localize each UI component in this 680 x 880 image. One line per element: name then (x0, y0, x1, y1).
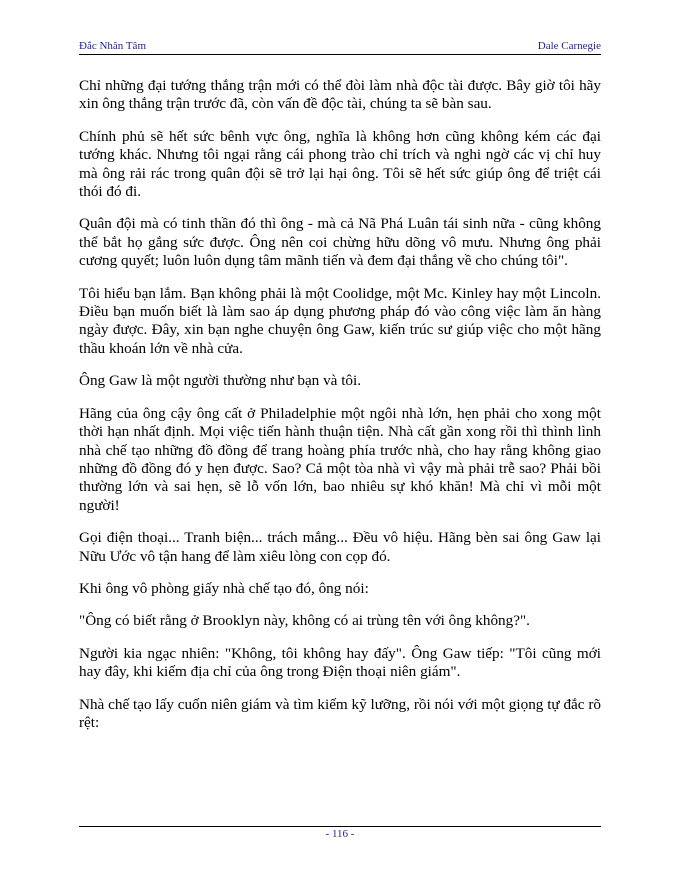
book-title: Đắc Nhân Tâm (79, 40, 146, 52)
paragraph: Chính phủ sẽ hết sức bênh vực ông, nghĩa là không hơn cũng không kém các đại tướng khác. Nhưng tôi ngại rằng cái phong trào chỉ trích và nghi ngờ các vị chỉ huy mà ông rải rác trong quân đội sẽ trở lại hại ông. Tôi sẽ hết sức giúp ông để triệt cái thói đó đi. (79, 127, 601, 201)
paragraph: Gọi điện thoại... Tranh biện... trách mắng... Đều vô hiệu. Hãng bèn sai ông Gaw lại Nữu Ước vô tận hang để làm xiêu lòng con cọp đó. (79, 529, 601, 565)
paragraph: "Ông có biết rằng ở Brooklyn này, không có ai trùng tên với ông không?". (79, 612, 530, 630)
header-divider (79, 54, 601, 55)
paragraph: Quân đội mà có tinh thần đó thì ông - mà cả Nã Phá Luân tái sinh nữa - cũng không thể bắt họ gắng sức được. Ông nên coi chừng hữu dõng vô mưu. Nhưng ông phải cương quyết; luôn luôn dụng tâm mãnh tiến và đem đại thắng về cho chúng tôi". (79, 215, 601, 270)
page-body (79, 77, 601, 746)
page-number: - 116 - (325, 828, 355, 840)
paragraph: Ông Gaw là một người thường như bạn và tôi. (79, 372, 362, 390)
footer-divider (79, 826, 601, 827)
paragraph: Hãng của ông cậy ông cất ở Philadelphie một ngôi nhà lớn, hẹn phải cho xong một thời hạn nhất định. Mọi việc tiến hành thuận tiện. Nhà cất gần xong rồi thì thình lình nhà chế tạo những đồ đồng để trang hoàng phía trước nhà, cho hay rằng không giao những đồ đồng đó y hẹn được. Sao? Cả một tòa nhà vì vậy mà phải trễ sao? Phải bồi thường lớn và sai hẹn, sẽ lỗ vốn lớn, bao nhiêu sự khó khăn! Mà chỉ vì mỗi một người! (79, 404, 601, 514)
author-name: Dale Carnegie (537, 40, 601, 52)
paragraph: Người kia ngạc nhiên: "Không, tôi không hay đấy". Ông Gaw tiếp: "Tôi cũng mới hay đây, khi kiếm địa chỉ của ông trong Điện thoại niên giám". (79, 644, 601, 681)
paragraph: Tôi hiểu bạn lắm. Bạn không phải là một Coolidge, một Mc. Kinley hay một Lincoln. Điều bạn muốn biết là làm sao áp dụng phương pháp đó vào công việc làm ăn hàng ngày được. Đây, xin bạn nghe chuyện ông Gaw, kiến trúc sư giúp việc cho một hãng thầu khoán lớn về nhà cửa. (79, 284, 601, 357)
paragraph: Nhà chế tạo lấy cuốn niên giám và tìm kiếm kỹ lưỡng, rồi nói với một giọng tự đắc rõ rệt: (79, 695, 601, 731)
paragraph: Khi ông vô phòng giấy nhà chế tạo đó, ông nói: (79, 579, 369, 597)
page-header (79, 38, 601, 54)
paragraph: Chỉ những đại tướng thắng trận mới có thể đòi làm nhà độc tài được. Bây giờ tôi hãy xin ông thắng trận trước đã, còn vấn đề độc tài, chúng ta sẽ bàn sau. (79, 77, 601, 113)
